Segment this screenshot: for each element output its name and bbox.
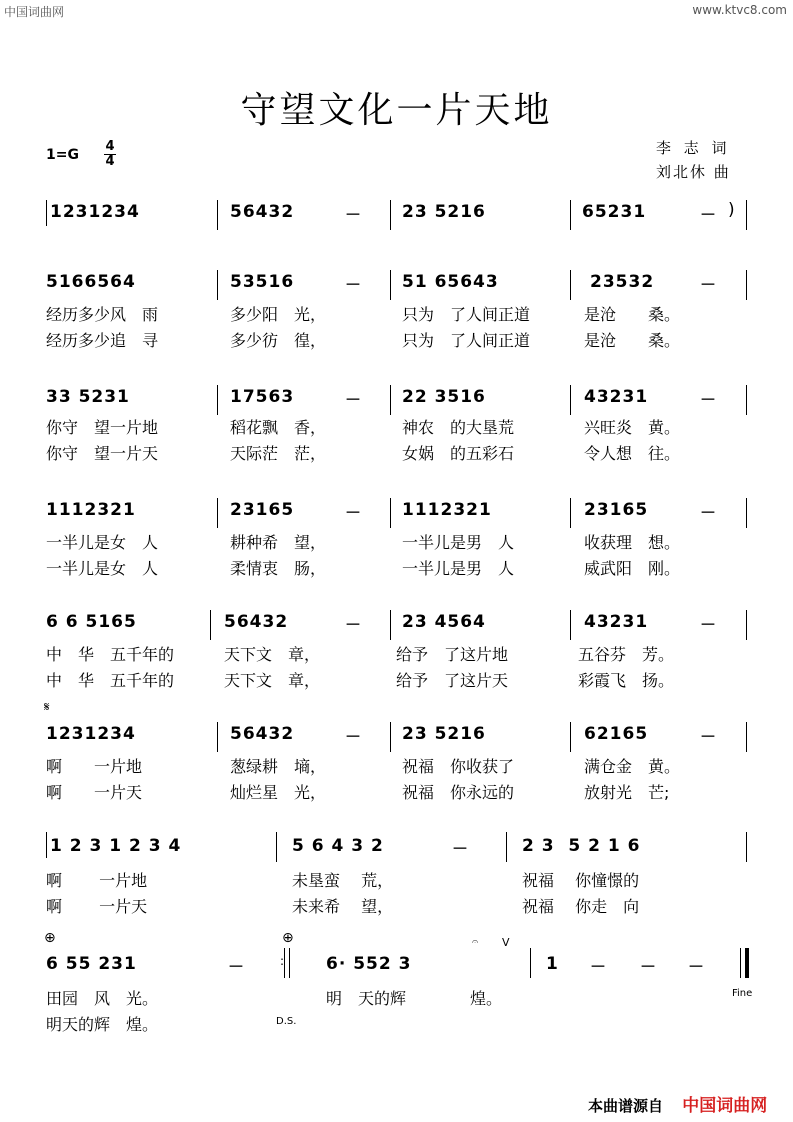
- dash: －: [345, 205, 362, 224]
- measure-notes: 5166564: [46, 272, 136, 292]
- measure-notes: 2 3 5 2 1 6: [522, 836, 641, 856]
- measure-notes: 33 5231: [46, 387, 130, 407]
- dash: －: [452, 839, 469, 858]
- measure-notes: 1112321: [402, 500, 492, 520]
- measure-notes: 23532: [590, 272, 655, 292]
- lyric: 柔情衷 肠，: [230, 559, 327, 578]
- measure-notes: 43231: [584, 612, 649, 632]
- dash: －: [700, 503, 717, 522]
- lyric: 啊 一片天: [46, 783, 143, 802]
- measure-notes: 56432: [230, 724, 295, 744]
- dash: －: [700, 205, 717, 224]
- lyric: 一半儿是女 人: [46, 559, 159, 578]
- measure-notes: 1112321: [46, 500, 136, 520]
- fermata-icon: 𝄐: [472, 935, 479, 948]
- lyric: 未垦蛮 荒，: [292, 871, 394, 890]
- dash: －: [228, 957, 245, 976]
- ds-mark: D.S.: [276, 1016, 297, 1027]
- measure-notes: 17563: [230, 387, 295, 407]
- measure-notes: 53516: [230, 272, 295, 292]
- lyric: 女娲 的五彩石: [402, 444, 515, 463]
- lyric: 威武阳 刚。: [584, 559, 681, 578]
- lyric: 给予 了这片天: [396, 671, 509, 690]
- measure-notes: 6· 552 3: [326, 954, 412, 974]
- measure-notes: 6 55 231: [46, 954, 137, 974]
- lyric: 葱绿耕 墒，: [230, 757, 327, 776]
- dash: －: [700, 727, 717, 746]
- lyric: 彩霞飞 扬。: [578, 671, 675, 690]
- lyric: 一半儿是男 人: [402, 559, 515, 578]
- measure-notes: 23 4564: [402, 612, 486, 632]
- lyric: 祝福 你憧憬的: [522, 871, 640, 890]
- lyric: 啊 一片地: [46, 871, 148, 890]
- measure-notes: 1 2 3 1 2 3 4: [50, 836, 182, 856]
- composer-credit: 刘北休 曲: [656, 163, 731, 181]
- watermark-left: 中国词曲网: [4, 5, 65, 19]
- lyric: 满仓金 黄。: [584, 757, 681, 776]
- lyric: 未来希 望，: [292, 897, 394, 916]
- lyric: 你守 望一片天: [46, 444, 159, 463]
- song-title: 守望文化一片天地: [240, 90, 553, 131]
- footer-site-logo: 中国词曲网: [682, 1096, 768, 1116]
- dash: －: [345, 390, 362, 409]
- lyric: 你守 望一片地: [46, 418, 159, 437]
- lyric: 一半儿是女 人: [46, 533, 159, 552]
- dash: －: [345, 615, 362, 634]
- lyric: 多少彷 徨，: [230, 331, 327, 350]
- lyric: 只为 了人间正道: [402, 331, 531, 350]
- lyric: 啊 一片天: [46, 897, 148, 916]
- lyric: 明天的辉 煌。: [46, 1015, 159, 1034]
- lyric: 天际茫 茫，: [230, 444, 327, 463]
- measure-notes: 51 65643: [402, 272, 499, 292]
- measure-notes: 23165: [584, 500, 649, 520]
- lyric: 祝福 你收获了: [402, 757, 515, 776]
- lyric: 中 华 五千年的: [46, 671, 175, 690]
- footer-source: [588, 1091, 767, 1116]
- measure-notes: 43231: [584, 387, 649, 407]
- segno-icon: 𝄋: [44, 700, 50, 715]
- measure-notes: 56432: [230, 202, 295, 222]
- dash: －: [345, 503, 362, 522]
- lyric: 五谷芬 芳。: [578, 645, 675, 664]
- lyricist-credit: 李 志 词: [656, 139, 731, 157]
- watermark-right: www.ktvc8.com: [692, 3, 787, 17]
- lyric: 祝福 你永远的: [402, 783, 515, 802]
- measure-notes: 1231234: [46, 724, 136, 744]
- dash: －: [590, 957, 607, 976]
- lyric: 令人想 往。: [584, 444, 681, 463]
- lyric: 稻花飘 香，: [230, 418, 327, 437]
- measure-notes: 5 6 4 3 2: [292, 836, 384, 856]
- dash: －: [688, 957, 705, 976]
- coda-icon: ⊕: [282, 930, 294, 946]
- dash: －: [345, 727, 362, 746]
- time-signature: [104, 140, 116, 169]
- lyric: 是沧 桑。: [584, 305, 681, 324]
- lyric: 一半儿是男 人: [402, 533, 515, 552]
- lyric: 兴旺炎 黄。: [584, 418, 681, 437]
- lyric: 天下文 章，: [224, 645, 321, 664]
- lyric: 经历多少风 雨: [46, 305, 159, 324]
- dash: －: [345, 275, 362, 294]
- key-signature: 1=G: [46, 147, 79, 163]
- measure-notes: 65231: [582, 202, 647, 222]
- lyric: 中 华 五千年的: [46, 645, 175, 664]
- fine-mark: Fine: [732, 988, 753, 999]
- breath-mark: V: [502, 936, 510, 949]
- measure-notes: 56432: [224, 612, 289, 632]
- lyric: 田园 风 光。: [46, 989, 159, 1008]
- measure-notes: 23 5216: [402, 724, 486, 744]
- time-signature-bottom: 4: [105, 154, 115, 169]
- lyric: 神农 的大垦荒: [402, 418, 515, 437]
- lyric: 多少阳 光，: [230, 305, 327, 324]
- dash: －: [700, 615, 717, 634]
- coda-icon: ⊕: [44, 930, 56, 946]
- lyric: 给予 了这片地: [396, 645, 509, 664]
- dash: －: [700, 390, 717, 409]
- lyric: 明 天的辉 煌。: [326, 989, 503, 1008]
- lyric: 是沧 桑。: [584, 331, 681, 350]
- lyric: 放射光 芒;: [584, 783, 670, 802]
- measure-notes: 22 3516: [402, 387, 486, 407]
- lyric: 啊 一片地: [46, 757, 143, 776]
- measure-notes: 62165: [584, 724, 649, 744]
- time-signature-top: 4: [105, 139, 115, 154]
- measure-notes: 6 6 5165: [46, 612, 137, 632]
- lyric: 只为 了人间正道: [402, 305, 531, 324]
- measure-notes: 1: [546, 954, 559, 974]
- measure-notes: 23 5216: [402, 202, 486, 222]
- measure-notes: 23165: [230, 500, 295, 520]
- dash: －: [700, 275, 717, 294]
- lyric: 灿烂星 光，: [230, 783, 327, 802]
- footer-source-label: 本曲谱源自: [588, 1097, 664, 1115]
- dash: －: [640, 957, 657, 976]
- lyric: 天下文 章，: [224, 671, 321, 690]
- measure-notes: 1231234: [50, 202, 140, 222]
- lyric: 耕种希 望，: [230, 533, 327, 552]
- lyric: 收获理 想。: [584, 533, 681, 552]
- lyric: 经历多少追 寻: [46, 331, 159, 350]
- lyric: 祝福 你走 向: [522, 897, 640, 916]
